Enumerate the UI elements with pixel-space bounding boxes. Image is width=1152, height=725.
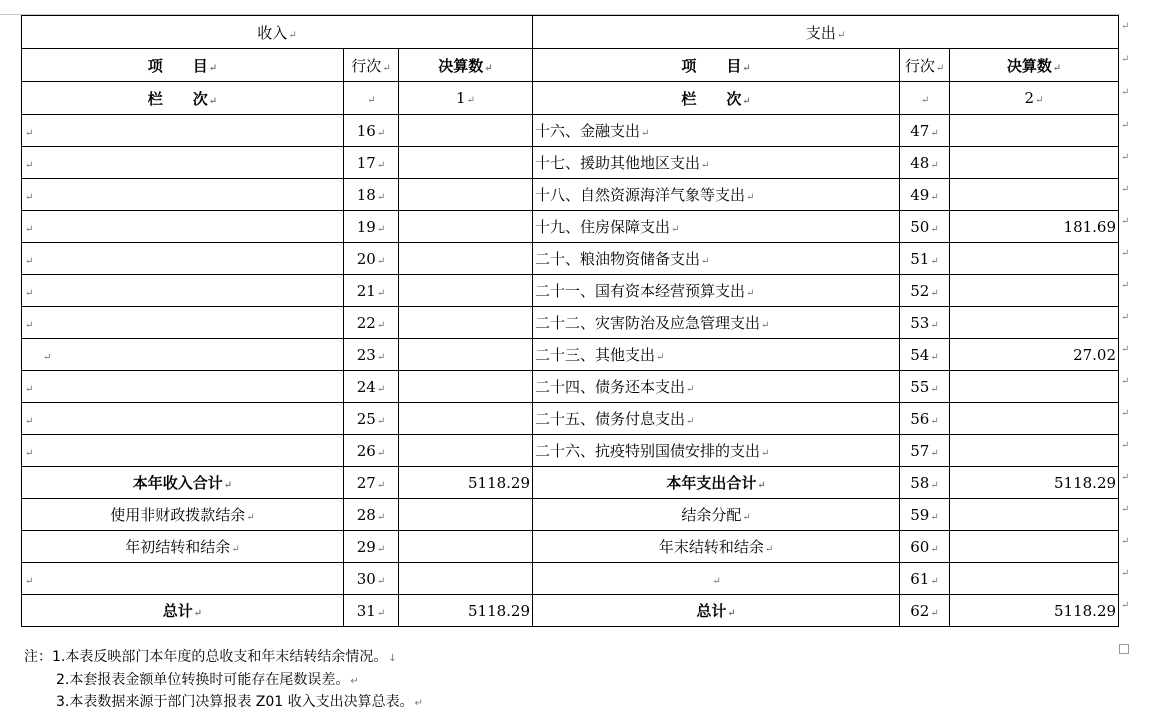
income-column-rowno: ↵ — [344, 82, 399, 115]
right-value-cell: 181.69 — [950, 211, 1119, 243]
income-column-index: 1↵ — [399, 82, 533, 115]
right-item-cell: 十八、自然资源海洋气象等支出↵ — [533, 179, 900, 211]
page-top-edge — [0, 0, 1120, 15]
left-value-cell — [399, 211, 533, 243]
table-row — [22, 243, 1119, 275]
left-rowno-cell: 17↵ — [344, 147, 399, 179]
left-rowno-cell: 18↵ — [344, 179, 399, 211]
left-rowno-cell: 24↵ — [344, 371, 399, 403]
note-2: 2.本套报表金额单位转换时可能存在尾数误差。↵ — [56, 671, 359, 688]
blank-left-no: 30↵ — [344, 563, 399, 595]
right-item-cell: 二十六、抗疫特别国债安排的支出↵ — [533, 435, 900, 467]
left-value-cell — [399, 179, 533, 211]
grand-total-right-value: 5118.29 — [950, 595, 1119, 627]
end-carryover-label: 年末结转和结余↵ — [533, 531, 900, 563]
right-item-cell: 二十、粮油物资储备支出↵ — [533, 243, 900, 275]
row-end-mark: ↵ — [1121, 599, 1130, 611]
right-rowno-cell: 50↵ — [900, 211, 950, 243]
end-carryover-value — [950, 531, 1119, 563]
left-item-cell: ↵ — [22, 371, 344, 403]
right-value-cell — [950, 403, 1119, 435]
nonfiscal-value — [399, 499, 533, 531]
left-item-cell: ↵ — [22, 179, 344, 211]
begin-carryover-no: 29↵ — [344, 531, 399, 563]
right-rowno-cell: 56↵ — [900, 403, 950, 435]
right-value-cell — [950, 371, 1119, 403]
table-row — [22, 339, 1119, 371]
table-row — [22, 179, 1119, 211]
row-end-mark: ↵ — [1121, 279, 1130, 291]
left-rowno-cell: 23↵ — [344, 339, 399, 371]
blank-right-no: 61↵ — [900, 563, 950, 595]
left-item-cell: ↵ — [22, 211, 344, 243]
right-item-cell: 十七、援助其他地区支出↵ — [533, 147, 900, 179]
row-end-mark: ↵ — [1121, 119, 1130, 131]
table-row — [22, 371, 1119, 403]
left-value-cell — [399, 243, 533, 275]
grand-total-left-label: 总计↵ — [22, 595, 344, 627]
right-value-cell — [950, 147, 1119, 179]
row-end-mark: ↵ — [1121, 471, 1130, 483]
end-carryover-no: 60↵ — [900, 531, 950, 563]
row-end-mark: ↵ — [1121, 311, 1130, 323]
right-rowno-cell: 47↵ — [900, 115, 950, 147]
nonfiscal-row — [22, 499, 1119, 531]
grand-total-right-label: 总计↵ — [533, 595, 900, 627]
expense-item-header: 项 目↵ — [533, 49, 900, 82]
left-rowno-cell: 20↵ — [344, 243, 399, 275]
right-rowno-cell: 48↵ — [900, 147, 950, 179]
table-row — [22, 307, 1119, 339]
left-value-cell — [399, 115, 533, 147]
row-end-mark: ↵ — [1121, 343, 1130, 355]
left-value-cell — [399, 371, 533, 403]
income-expense-table — [21, 15, 1119, 627]
right-item-cell: 二十五、债务付息支出↵ — [533, 403, 900, 435]
row-end-mark: ↵ — [1121, 503, 1130, 515]
right-value-cell — [950, 115, 1119, 147]
row-end-mark: ↵ — [1121, 535, 1130, 547]
left-item-cell: ↵ — [22, 275, 344, 307]
left-rowno-cell: 16↵ — [344, 115, 399, 147]
left-value-cell — [399, 307, 533, 339]
table-row — [22, 275, 1119, 307]
surplus-distribution-no: 59↵ — [900, 499, 950, 531]
begin-carryover-value — [399, 531, 533, 563]
expense-column-rowno: ↵ — [900, 82, 950, 115]
blank-left-item: ↵ — [22, 563, 344, 595]
row-end-mark: ↵ — [1121, 86, 1130, 98]
right-value-cell — [950, 435, 1119, 467]
row-end-mark: ↵ — [1121, 215, 1130, 227]
notes-block — [24, 647, 423, 715]
income-item-header: 项 目↵ — [22, 49, 344, 82]
row-end-mark: ↵ — [1121, 20, 1130, 32]
grand-total-row — [22, 595, 1119, 627]
table-row — [22, 115, 1119, 147]
right-rowno-cell: 55↵ — [900, 371, 950, 403]
right-rowno-cell: 57↵ — [900, 435, 950, 467]
right-rowno-cell: 49↵ — [900, 179, 950, 211]
left-value-cell — [399, 435, 533, 467]
table-row — [22, 147, 1119, 179]
left-item-cell: ↵ — [22, 307, 344, 339]
left-rowno-cell: 22↵ — [344, 307, 399, 339]
income-header-cell: 收入↵ — [22, 16, 533, 49]
row-end-mark: ↵ — [1121, 567, 1130, 579]
surplus-distribution-label: 结余分配↵ — [533, 499, 900, 531]
right-item-cell: 二十二、灾害防治及应急管理支出↵ — [533, 307, 900, 339]
row-end-mark: ↵ — [1121, 183, 1130, 195]
expense-amount-header: 决算数↵ — [950, 49, 1119, 82]
grand-total-left-no: 31↵ — [344, 595, 399, 627]
right-value-cell — [950, 179, 1119, 211]
grand-total-right-no: 62↵ — [900, 595, 950, 627]
expense-column-index: 2↵ — [950, 82, 1119, 115]
grand-total-left-value: 5118.29 — [399, 595, 533, 627]
expense-year-total-no: 58↵ — [900, 467, 950, 499]
expense-column-label: 栏 次↵ — [533, 82, 900, 115]
income-year-total-label: 本年收入合计↵ — [22, 467, 344, 499]
left-rowno-cell: 19↵ — [344, 211, 399, 243]
row-end-mark: ↵ — [1121, 439, 1130, 451]
row-end-mark: ↵ — [1121, 53, 1130, 65]
nonfiscal-label: 使用非财政拨款结余↵ — [22, 499, 344, 531]
income-year-total-row — [22, 467, 1119, 499]
row-end-mark: ↵ — [1121, 247, 1130, 259]
note-3: 3.本表数据来源于部门决算报表 Z01 收入支出决算总表。↵ — [56, 694, 424, 710]
left-value-cell — [399, 403, 533, 435]
right-item-cell: 十六、金融支出↵ — [533, 115, 900, 147]
income-year-total-no: 27↵ — [344, 467, 399, 499]
begin-carryover-label: 年初结转和结余↵ — [22, 531, 344, 563]
right-value-cell — [950, 307, 1119, 339]
right-value-cell: 27.02 — [950, 339, 1119, 371]
blank-row — [22, 563, 1119, 595]
right-value-cell — [950, 243, 1119, 275]
blank-left-value — [399, 563, 533, 595]
table-row — [22, 435, 1119, 467]
row-end-mark: ↵ — [1121, 375, 1130, 387]
income-amount-header: 决算数↵ — [399, 49, 533, 82]
right-rowno-cell: 51↵ — [900, 243, 950, 275]
left-value-cell — [399, 275, 533, 307]
right-item-cell: 二十四、债务还本支出↵ — [533, 371, 900, 403]
right-item-cell: 十九、住房保障支出↵ — [533, 211, 900, 243]
right-item-cell: 二十三、其他支出↵ — [533, 339, 900, 371]
left-item-cell: ↵ — [22, 339, 344, 371]
expense-rowno-header: 行次↵ — [900, 49, 950, 82]
table-row — [22, 211, 1119, 243]
left-item-cell: ↵ — [22, 403, 344, 435]
left-item-cell: ↵ — [22, 243, 344, 275]
right-rowno-cell: 52↵ — [900, 275, 950, 307]
expense-year-total-label: 本年支出合计↵ — [533, 467, 900, 499]
right-item-cell: 二十一、国有资本经营预算支出↵ — [533, 275, 900, 307]
right-value-cell — [950, 275, 1119, 307]
row-end-mark: ↵ — [1121, 407, 1130, 419]
left-rowno-cell: 21↵ — [344, 275, 399, 307]
table-row — [22, 403, 1119, 435]
header-section-row — [22, 16, 1119, 49]
left-item-cell: ↵ — [22, 435, 344, 467]
income-rowno-header: 行次↵ — [344, 49, 399, 82]
surplus-distribution-value — [950, 499, 1119, 531]
left-value-cell — [399, 147, 533, 179]
table-resize-handle[interactable] — [1119, 644, 1129, 654]
left-item-cell: ↵ — [22, 115, 344, 147]
income-column-label: 栏 次↵ — [22, 82, 344, 115]
left-rowno-cell: 25↵ — [344, 403, 399, 435]
right-rowno-cell: 53↵ — [900, 307, 950, 339]
expense-year-total-value: 5118.29 — [950, 467, 1119, 499]
left-rowno-cell: 26↵ — [344, 435, 399, 467]
blank-right-item: ↵ — [533, 563, 900, 595]
row-end-mark: ↵ — [1121, 151, 1130, 163]
income-year-total-value: 5118.29 — [399, 467, 533, 499]
header-columns-row — [22, 49, 1119, 82]
note-1: 注：1.本表反映部门本年度的总收支和年末结转结余情况。↓ — [24, 649, 397, 665]
blank-right-value — [950, 563, 1119, 595]
right-rowno-cell: 54↵ — [900, 339, 950, 371]
left-value-cell — [399, 339, 533, 371]
left-item-cell: ↵ — [22, 147, 344, 179]
column-index-row — [22, 82, 1119, 115]
carryover-row — [22, 531, 1119, 563]
nonfiscal-no: 28↵ — [344, 499, 399, 531]
expense-header-cell: 支出↵ — [533, 16, 1119, 49]
